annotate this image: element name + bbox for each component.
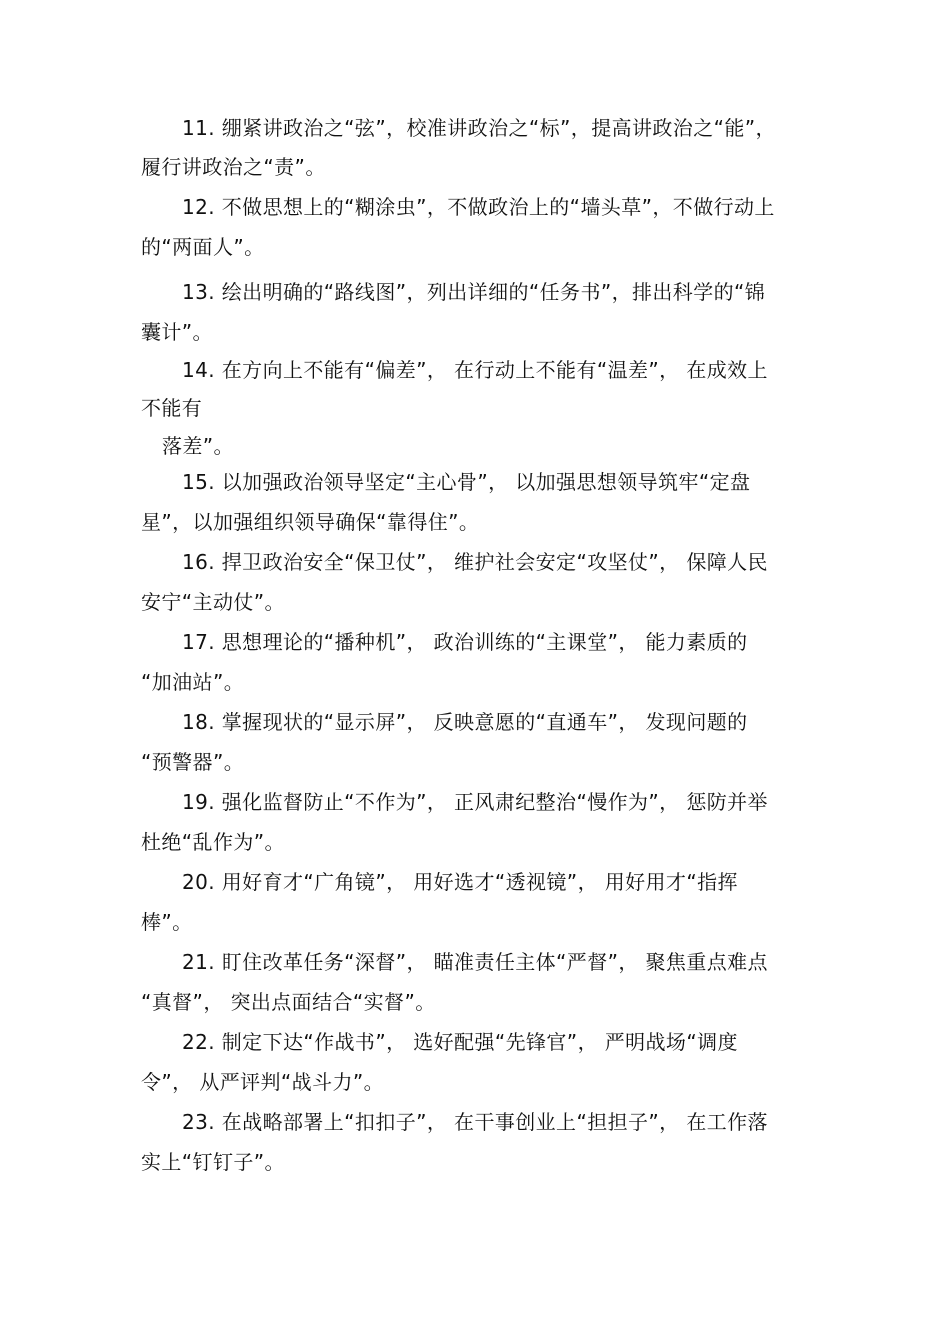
item-22-line-1: 22. 制定下达“作战书”， 选好配强“先锋官”， 严明战场“调度 [182,1030,738,1054]
item-19-line-2: 杜绝“乱作为”。 [141,830,285,854]
item-14-line-3: 落差”。 [162,434,234,458]
item-14-line-2: 不能有 [141,396,203,420]
item-20-line-1: 20. 用好育才“广角镜”， 用好选才“透视镜”， 用好用才“指挥 [182,870,738,894]
item-21-line-1: 21. 盯住改革任务“深督”， 瞄准责任主体“严督”， 聚焦重点难点 [182,950,768,974]
item-12-line-2: 的“两面人”。 [141,235,265,259]
item-20-line-2: 棒”。 [141,910,193,934]
item-18-line-2: “预警器”。 [141,750,245,774]
item-18-line-1: 18. 掌握现状的“显示屏”， 反映意愿的“直通车”， 发现问题的 [182,710,748,734]
item-11-line-1: 11. 绷紧讲政治之“弦”，校准讲政治之“标”，提高讲政治之“能”， [182,116,776,140]
item-12-line-1: 12. 不做思想上的“糊涂虫”，不做政治上的“墙头草”，不做行动上 [182,195,775,219]
item-17-line-1: 17. 思想理论的“播种机”， 政治训练的“主课堂”， 能力素质的 [182,630,748,654]
item-16-line-2: 安宁“主动仗”。 [141,590,285,614]
item-15-line-2: 星”，以加强组织领导确保“靠得住”。 [141,510,480,534]
item-11-line-2: 履行讲政治之“责”。 [141,155,326,179]
item-15-line-1: 15. 以加强政治领导坚定“主心骨”， 以加强思想领导筑牢“定盘 [182,470,751,494]
item-23-line-1: 23. 在战略部署上“扣扣子”， 在干事创业上“担担子”， 在工作落 [182,1110,768,1134]
item-14-line-1: 14. 在方向上不能有“偏差”， 在行动上不能有“温差”， 在成效上 [182,358,768,382]
item-16-line-1: 16. 捍卫政治安全“保卫仗”， 维护社会安定“攻坚仗”， 保障人民 [182,550,768,574]
item-13-line-2: 囊计”。 [141,320,213,344]
item-17-line-2: “加油站”。 [141,670,245,694]
item-13-line-1: 13. 绘出明确的“路线图”，列出详细的“任务书”，排出科学的“锦 [182,280,766,304]
item-21-line-2: “真督”， 突出点面结合“实督”。 [141,990,436,1014]
item-22-line-2: 令”， 从严评判“战斗力”。 [141,1070,385,1094]
item-19-line-1: 19. 强化监督防止“不作为”， 正风肃纪整治“慢作为”， 惩防并举 [182,790,768,814]
item-23-line-2: 实上“钉钉子”。 [141,1150,285,1174]
